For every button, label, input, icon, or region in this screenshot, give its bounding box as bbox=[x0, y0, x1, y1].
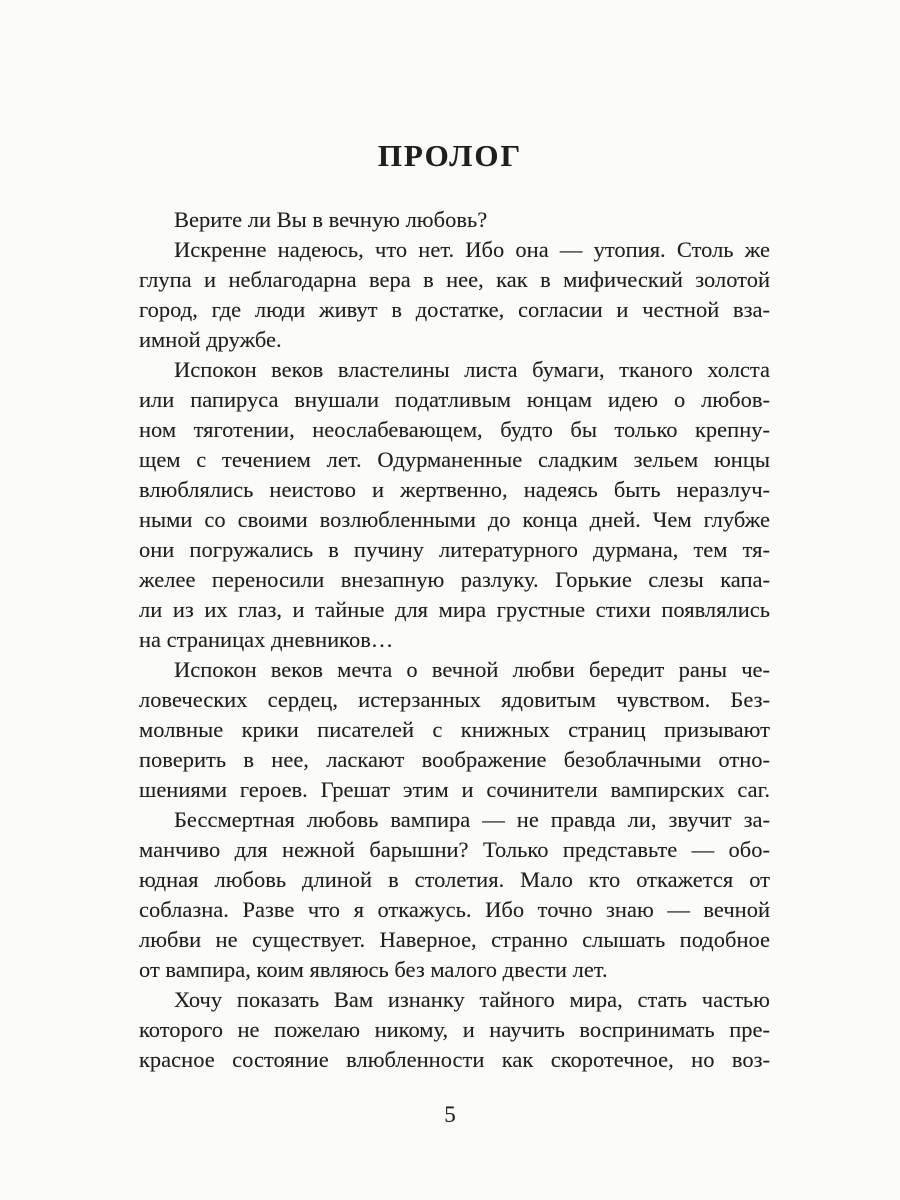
text-line: на страницах дневников… bbox=[139, 627, 394, 652]
paragraph bbox=[139, 805, 770, 985]
text-line: юдная любовь длиной в столетия. Мало кто откажется от bbox=[139, 867, 770, 892]
text-line: Испокон веков властелины листа бумаги, тканого холста bbox=[174, 357, 770, 382]
text-line: ном тяготении, неослабевающем, будто бы только крепну- bbox=[139, 417, 770, 442]
text-line: Хочу показать Вам изнанку тайного мира, стать частью bbox=[174, 987, 770, 1012]
text-line: они погружались в пучину литературного дурмана, тем тя- bbox=[139, 537, 770, 562]
text-line: Верите ли Вы в вечную любовь? bbox=[174, 207, 488, 232]
paragraph bbox=[139, 235, 770, 355]
text-line: молвные крики писателей с книжных страниц призывают bbox=[139, 717, 770, 742]
paragraph bbox=[139, 205, 770, 235]
text-line: любви не существует. Наверное, странно слышать подобное bbox=[139, 927, 770, 952]
text-line: Бессмертная любовь вампира — не правда ли, звучит за- bbox=[174, 807, 770, 832]
paragraph bbox=[139, 655, 770, 805]
paragraph bbox=[139, 985, 770, 1075]
text-line: желее переносили внезапную разлуку. Горькие слезы капа- bbox=[139, 567, 770, 592]
text-line: шениями героев. Грешат этим и сочинители вампирских саг. bbox=[139, 777, 770, 802]
text-line: от вампира, коим являюсь без малого двести лет. bbox=[139, 957, 608, 982]
text-line: красное состояние влюбленности как скоротечное, но воз- bbox=[139, 1047, 770, 1072]
text-line: которого не пожелаю никому, и научить воспринимать пре- bbox=[139, 1017, 770, 1042]
paragraph bbox=[139, 355, 770, 655]
text-line: Испокон веков мечта о вечной любви бередит раны че- bbox=[174, 657, 770, 682]
text-line: поверить в нее, ласкают воображение безоблачными отно- bbox=[139, 747, 770, 772]
text-line: влюблялись неистово и жертвенно, надеясь быть неразлуч- bbox=[139, 477, 770, 502]
page-number: 5 bbox=[444, 1102, 456, 1127]
text-line: ными со своими возлюбленными до конца дней. Чем глубже bbox=[139, 507, 770, 532]
text-line: Искренне надеюсь, что нет. Ибо она — утопия. Столь же bbox=[174, 237, 770, 262]
chapter-title: ПРОЛОГ bbox=[377, 138, 523, 173]
text-line: ловеческих сердец, истерзанных ядовитым чувством. Без- bbox=[139, 687, 770, 712]
text-line: манчиво для нежной барышни? Только представьте — обо- bbox=[139, 837, 770, 862]
text-line: глупа и неблагодарна вера в нее, как в мифический золотой bbox=[139, 267, 770, 292]
text-line: щем с течением лет. Одурманенные сладким зельем юнцы bbox=[139, 447, 770, 472]
body-text bbox=[139, 205, 770, 1075]
text-line: соблазна. Разве что я откажусь. Ибо точно знаю — вечной bbox=[139, 897, 770, 922]
text-line: имной дружбе. bbox=[139, 327, 282, 352]
text-line: город, где люди живут в достатке, согласии и честной вза- bbox=[139, 297, 770, 322]
text-line: или папируса внушали податливым юнцам идею о любов- bbox=[139, 387, 770, 412]
text-line: ли из их глаз, и тайные для мира грустные стихи появлялись bbox=[139, 597, 770, 622]
